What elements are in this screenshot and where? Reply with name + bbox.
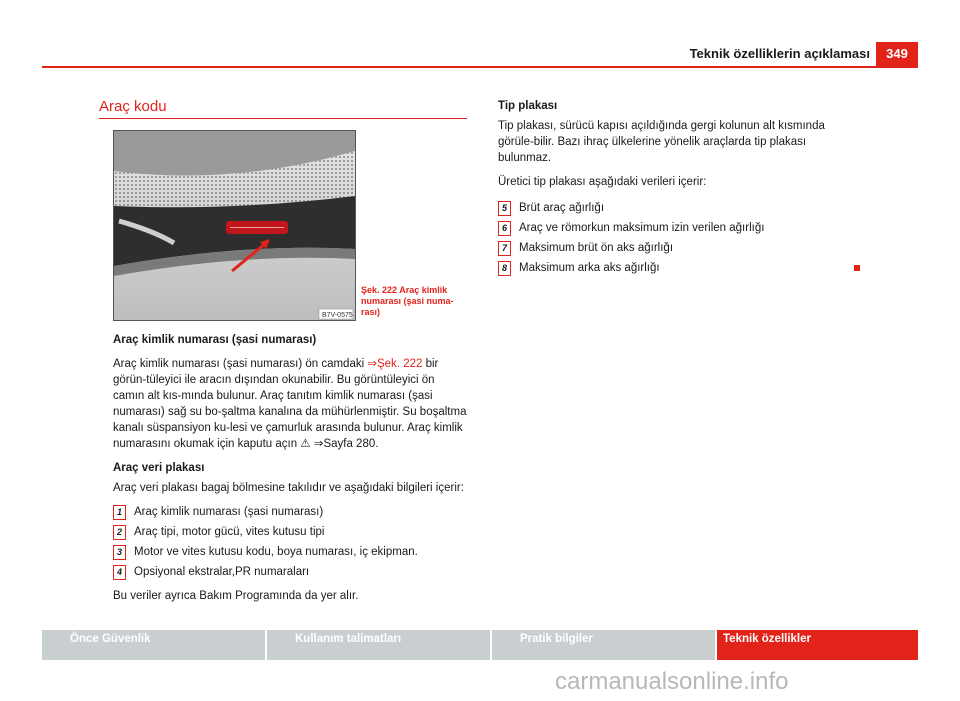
vin-heading: Araç kimlik numarası (şasi numarası) (113, 334, 317, 346)
footer-nav (42, 630, 918, 660)
list-item-text: Motor ve vites kutusu kodu, boya numarası, iç ekipman. (134, 546, 418, 558)
warning-icon: ⚠ (300, 438, 311, 450)
list-item (498, 200, 860, 216)
item-number-badge: 1 (113, 505, 126, 520)
vin-windshield-figure (113, 130, 356, 321)
figure-caption: Şek. 222 Araç kimlik numarası (şasi numa-rası) (361, 285, 454, 317)
footer-tab-operation[interactable]: Kullanım talimatları (267, 630, 492, 660)
vin-text: bir görün-tüleyici ile aracın dışından okunabilir. Bu görüntüleyici ön camın alt kıs-mında bulunur. Araç tanıtım kimlik numarası (şasi numarası) sağ su bo-şaltma kanalına da mühürlenmiştir. Su boşaltma kanalı süspansiyon ku-lesi ve çamurluk arasında bulunur. Araç kimlik numarasını okumak için kaputu açın (113, 358, 467, 450)
type-plate-text: Tip plakası, sürücü kapısı açıldığında gergi kolunun alt kısmında görüle-bilir. Bazı ihraç ülkelerine yönelik araçlarda tip plakası bulunmaz. (498, 120, 825, 164)
list-item (113, 564, 467, 580)
footer-tab-safety[interactable]: Önce Güvenlik (42, 630, 267, 660)
type-plate-list (498, 200, 860, 276)
item-number-badge: 8 (498, 261, 511, 276)
data-plate-intro: Araç veri plakası bagaj bölmesine takılıdır ve aşağıdaki bilgileri içerir: (113, 482, 464, 494)
figure-code: B7V-0575 (322, 312, 353, 319)
list-item (113, 544, 467, 560)
item-number-badge: 5 (498, 201, 511, 216)
data-plate-list (113, 504, 467, 580)
list-item-text: Brüt araç ağırlığı (519, 202, 605, 214)
section-title: Araç kodu (99, 98, 167, 115)
watermark: carmanualsonline.info (555, 668, 789, 695)
list-item (498, 220, 860, 236)
item-number-badge: 7 (498, 241, 511, 256)
list-item-text: Araç tipi, motor gücü, vites kutusu tipi (134, 526, 325, 538)
right-column (498, 98, 860, 280)
header-rule (42, 66, 918, 68)
data-plate-heading: Araç veri plakası (113, 462, 205, 474)
list-item (113, 524, 467, 540)
list-item-text: Araç kimlik numarası (şasi numarası) (134, 506, 324, 518)
vin-text: Araç kimlik numarası (şasi numarası) ön camdaki (113, 358, 368, 370)
list-item (498, 240, 860, 256)
figure-link[interactable]: ⇒Şek. 222 (367, 358, 423, 370)
list-item-text: Maksimum arka aks ağırlığı (519, 262, 660, 274)
item-number-badge: 2 (113, 525, 126, 540)
list-item-text: Araç ve römorkun maksimum izin verilen ağırlığı (519, 222, 765, 234)
section-rule (99, 118, 467, 119)
list-item (113, 504, 467, 520)
footer-tab-technical[interactable]: Teknik özellikler (717, 630, 918, 660)
windshield-illustration (114, 131, 355, 320)
page-link[interactable]: ⇒Sayfa 280. (310, 438, 379, 450)
left-column (113, 332, 467, 612)
item-number-badge: 3 (113, 545, 126, 560)
running-header-title: Teknik özelliklerin açıklaması (689, 46, 870, 61)
vin-paragraph (113, 356, 467, 452)
item-number-badge: 4 (113, 565, 126, 580)
footer-tab-practical[interactable]: Pratik bilgiler (492, 630, 717, 660)
list-item-text: Opsiyonal ekstralar,PR numaraları (134, 566, 310, 578)
page-number: 349 (876, 42, 918, 66)
list-item-text: Maksimum brüt ön aks ağırlığı (519, 242, 674, 254)
type-plate-intro: Üretici tip plakası aşağıdaki verileri içerir: (498, 176, 707, 188)
section-end-mark (854, 265, 860, 271)
outro-text: Bu veriler ayrıca Bakım Programında da yer alır. (113, 590, 359, 602)
item-number-badge: 6 (498, 221, 511, 236)
type-plate-heading: Tip plakası (498, 100, 558, 112)
list-item (498, 260, 860, 276)
